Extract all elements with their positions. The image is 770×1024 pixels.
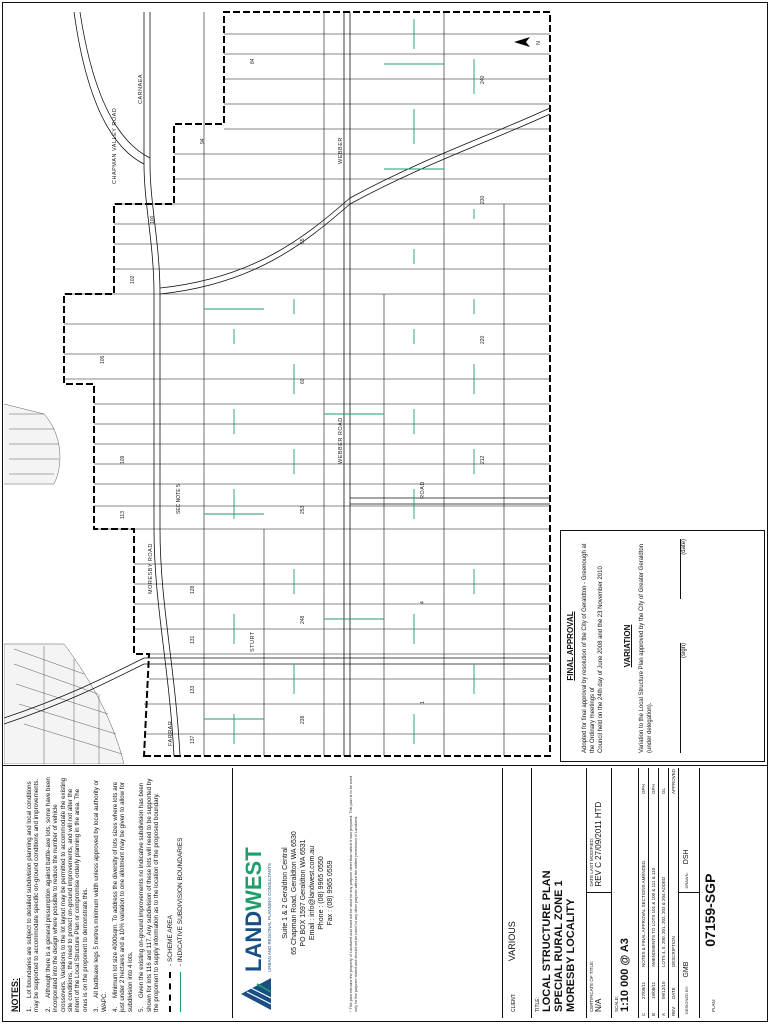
revision-header: REV DATE DESCRIPTION APPROVED bbox=[669, 768, 679, 1018]
lot-109: 109 bbox=[120, 455, 126, 464]
lot-60: 60 bbox=[300, 378, 306, 384]
road-label-sturt: STURT bbox=[250, 631, 256, 652]
lot-128: 128 bbox=[190, 585, 196, 594]
lot-212: 212 bbox=[480, 455, 486, 464]
date-value: REV C 27/09/2011 HTD bbox=[594, 801, 603, 887]
client-row: CLIENT: VARIOUS bbox=[503, 768, 532, 1018]
lot-113: 113 bbox=[120, 511, 126, 519]
designed-by-value: GMB bbox=[683, 961, 690, 978]
notes-panel bbox=[6, 768, 231, 1018]
road-label-farrar: FARRAR bbox=[168, 720, 174, 746]
lot-310: 238 bbox=[300, 715, 306, 724]
company-tagline: URBAN AND REGIONAL PLANNING CONSULTANTS bbox=[266, 863, 272, 972]
company-name-b: WEST bbox=[240, 847, 266, 911]
note-2: 2.Although there is a general presumption against battle-axe lots, some have been incorporated into the design where possible to reduce the number of vehicle crossovers. Variations to the lot layout may be permitted to accommodate the existing site conditions, the need to protect on-ground improvements, and will not alter the intent of the Local Structure Plan or compromise orderly planning in the area. The onus is on the proponent to demonstrate this. bbox=[44, 777, 89, 1012]
lot-230: 230 bbox=[480, 195, 486, 204]
title-block bbox=[502, 768, 764, 1018]
variation-text-2: (under delegation). bbox=[647, 702, 653, 753]
note-1: 1.Lot boundaries are subject to detailed subdivision planning and local conditions may be supported to accommodate specific on-ground conditions and improvements. bbox=[26, 778, 41, 1012]
plan-number: 07159-SGP bbox=[702, 873, 718, 947]
company-address bbox=[281, 774, 335, 1012]
cert-date-row: CERTIFICATE OF TITLE: N/A DATE LAST MODIFIED: REV C 27/09/2011 HTD bbox=[587, 768, 612, 1018]
svg-text:N: N bbox=[536, 40, 542, 45]
plan-row: PLAN: 07159-SGP bbox=[702, 873, 718, 1012]
email-line: Email : info@landwest.com.au bbox=[309, 845, 316, 941]
lot-100: 100 bbox=[150, 215, 156, 224]
road-label-trant: ROAD bbox=[420, 481, 426, 499]
company-name-a: LAND bbox=[240, 910, 266, 972]
indicative-subdivision bbox=[204, 19, 474, 744]
revision-table bbox=[639, 768, 679, 1018]
road-network bbox=[4, 12, 550, 756]
urban-area bbox=[4, 404, 124, 764]
revision-row: A 09/12/10 LOTS 4, 5, 200, 201, 202, 203 & 204 ADDED GL bbox=[659, 768, 669, 1018]
lot-105: 105 bbox=[100, 355, 106, 364]
final-approval-heading: FINAL APPROVAL bbox=[566, 611, 575, 681]
lot-55: 55 bbox=[300, 238, 306, 244]
cert-value: N/A bbox=[594, 998, 603, 1012]
client-value: VARIOUS bbox=[507, 921, 517, 962]
title-line-1: LOCAL STRUCTURE PLAN bbox=[541, 870, 553, 1012]
lot-boundaries bbox=[64, 12, 550, 756]
landwest-logo-icon bbox=[239, 976, 273, 1012]
lot-131: 131 bbox=[190, 635, 196, 644]
fax-line: Fax : (08) 9965 0559 bbox=[327, 860, 334, 926]
phone-line: Phone : (08) 9965 0550 bbox=[318, 856, 325, 930]
lot-4: 4 bbox=[420, 601, 426, 604]
road-label-moresby: MORESBY ROAD bbox=[148, 543, 154, 594]
final-approval-text-1: Adopted for final approval by resolution of the City of Geraldton - Greenough at the Ordinary meetings of bbox=[582, 543, 596, 753]
legend bbox=[167, 774, 184, 1012]
lot-133: 133 bbox=[190, 685, 196, 694]
note-4: 4.Minimum lot size 4000sqm. To address the diversity of lots sizes where lots are just under 2 hectares and a 10% variation to one allotment may be given to allow for subdivision into 4 lots. bbox=[112, 781, 134, 1012]
scale-value: 1:10 000 @ A3 bbox=[619, 938, 631, 1012]
road-label-chapman: CHAPMAN VALLEY ROAD bbox=[112, 107, 118, 184]
legend-scheme-line bbox=[169, 972, 171, 1012]
revision-row: C 27/09/11 NOTES & FINAL APPROVAL SECTIONS AMENDED. GPH bbox=[639, 768, 649, 1018]
address-line-1: Suite 1 & 2 Geraldton Central bbox=[282, 847, 289, 939]
scheme-boundary bbox=[64, 12, 550, 756]
road-label-webber: WEBBER ROAD bbox=[338, 417, 344, 464]
column-divider bbox=[2, 765, 768, 766]
signoff-row: DESIGNED BY: GMB DRAWN: DSH bbox=[679, 768, 700, 1018]
sign-line: (sign) bbox=[680, 643, 687, 753]
road-label-webber-2: WEBBER bbox=[338, 137, 344, 164]
sec-note-label: SEC NOTE 5 bbox=[176, 484, 182, 514]
sign-date-row bbox=[680, 539, 687, 753]
title-line-2: SPECIAL RURAL ZONE 1 bbox=[553, 880, 565, 1012]
note-5: 5.Given the existing on-ground improvements no indicative subdivision has been shown for lots 116 and 117. Any subdivision of these lots will need to be supported by the proponent to supply information as to the location of the proposed boundary. bbox=[138, 778, 161, 1012]
title-line-3: MORESBY LOCALITY bbox=[565, 898, 577, 1012]
lot-240: 240 bbox=[480, 75, 486, 84]
company-logo bbox=[239, 774, 273, 1012]
address-line-2: 65 Chapman Road, Geraldton WA 6530 bbox=[291, 831, 298, 955]
legend-scheme-area: - SCHEME AREA bbox=[167, 774, 174, 1012]
approval-box bbox=[560, 530, 765, 762]
north-arrow-icon bbox=[514, 37, 542, 47]
disclaimer: * This plan remains the property of Landwest and must not be used for any purpose other than which it was prepared. This plan is to be used only for the purpose stated and should not be used for any other purpose without the written permission of Landwest. bbox=[349, 775, 358, 1012]
lot-137: 137 bbox=[190, 735, 196, 744]
company-block bbox=[232, 768, 502, 1018]
revision-row: B 19/08/11 AMENDMENTS TO LOTS 101 & 100 & 111 & 110 GPH bbox=[649, 768, 659, 1018]
lot-84: 84 bbox=[250, 58, 256, 64]
lot-220: 220 bbox=[480, 335, 486, 344]
scale-row: SCALE: 1:10 000 @ A3 bbox=[612, 768, 639, 1018]
note-3: 3.All battleaxe legs 5 metres minimum width unless approved by local authority or WAPC. bbox=[93, 779, 108, 1012]
drawn-by-value: DSH bbox=[683, 849, 690, 865]
final-approval-text-2: Council held on the 24th day of June 2008 and the 23 November 2010 bbox=[598, 566, 604, 753]
lot-320: 248 bbox=[300, 615, 306, 624]
legend-indicative-line bbox=[180, 972, 181, 1012]
variation-text-1: Variation to the Local Structure Plan approved by the City of Greater Geraldton bbox=[639, 543, 645, 753]
date-line: (date) bbox=[680, 539, 687, 599]
lot-1: 1 bbox=[420, 701, 426, 704]
variation-heading: VARIATION bbox=[623, 624, 632, 668]
legend-indicative: - INDICATIVE SUBDIVISION BOUNDARIES bbox=[177, 774, 184, 1012]
notes-heading: NOTES: bbox=[10, 977, 20, 1012]
lot-334: 253 bbox=[300, 505, 306, 514]
lot-number-labels bbox=[100, 58, 486, 744]
structure-plan-map bbox=[4, 4, 556, 764]
lot-102: 102 bbox=[130, 275, 136, 284]
title-row: TITLE: LOCAL STRUCTURE PLAN SPECIAL RURAL ZONE 1 MORESBY LOCALITY bbox=[532, 768, 587, 1018]
address-line-3: PO BOX 1597 Geraldton WA 6531 bbox=[300, 839, 307, 947]
lot-94: 94 bbox=[200, 138, 206, 144]
road-label-carnaea: CARNAEA bbox=[138, 73, 144, 104]
